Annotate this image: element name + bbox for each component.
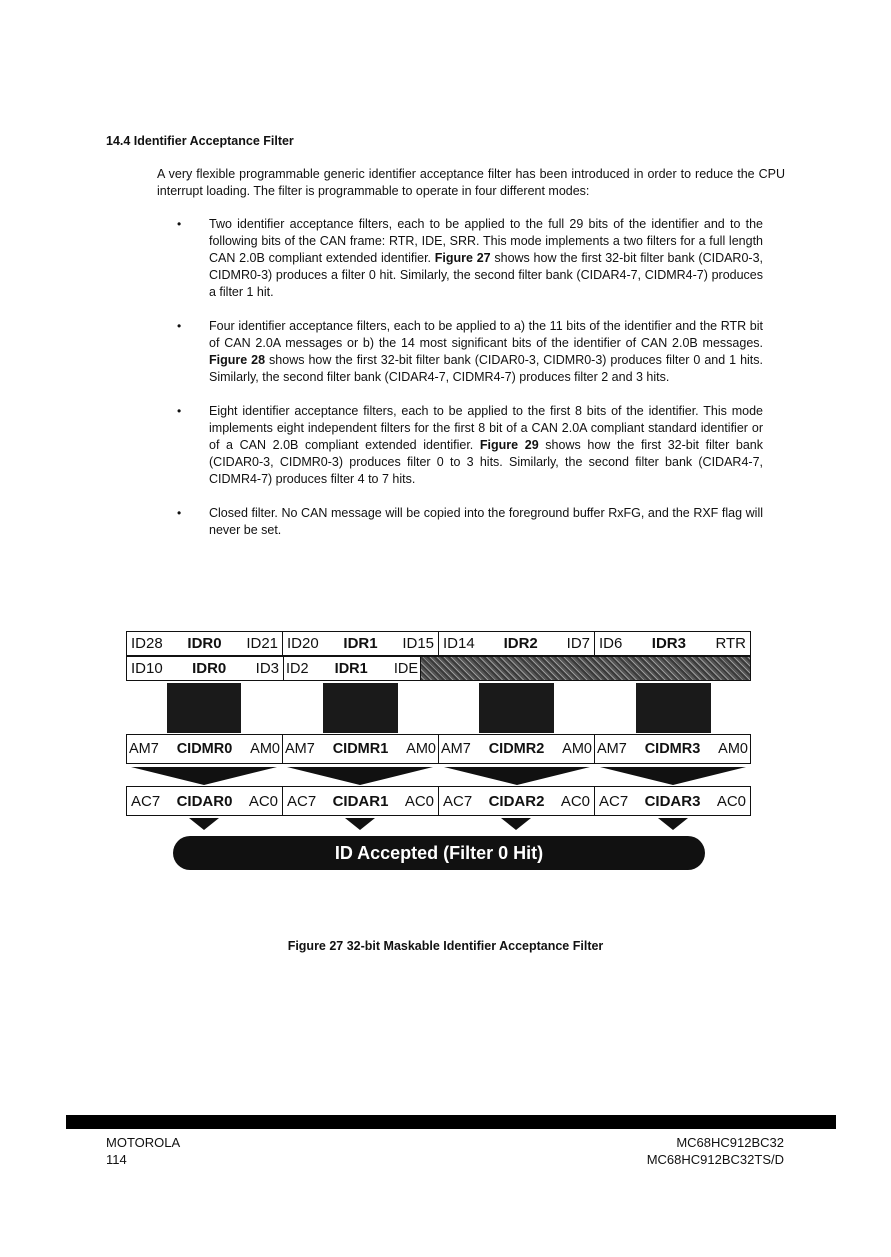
bit-label: ID14 — [443, 635, 475, 652]
bit-label: AM7 — [285, 741, 315, 757]
mask-path-bar — [323, 683, 398, 733]
register-name: IDR3 — [651, 635, 686, 652]
register-name: IDR2 — [503, 635, 538, 652]
cidar-cell — [594, 787, 750, 815]
idr-cell — [127, 657, 283, 680]
list-item — [157, 505, 763, 539]
register-name: CIDAR3 — [644, 792, 701, 810]
identifier-register-row-1 — [126, 631, 751, 656]
arrow-down-icon — [444, 767, 590, 785]
bit-label: ID6 — [599, 635, 623, 652]
mask-path-bar — [167, 683, 241, 733]
mode-list — [157, 216, 763, 556]
bit-label: ID20 — [287, 635, 319, 652]
bit-label: ID28 — [131, 635, 163, 652]
register-name: CIDAR0 — [176, 792, 233, 810]
bullet-icon: • — [177, 404, 182, 418]
bullet-text: Eight identifier acceptance filters, each to be applied to the first 8 bits of the identifier. This mode implements eight independent filters for the first 8 bit of a CAN 2.0A compliant standard identifier or of a CAN 2.0B compliant extended identifier. — [209, 404, 763, 452]
register-name: CIDMR3 — [644, 741, 701, 757]
bit-label: AC7 — [131, 792, 161, 810]
list-item — [157, 403, 763, 488]
bullet-text: Closed filter. No CAN message will be copied into the foreground buffer RxFG, and the RXF flag will never be set. — [209, 506, 763, 537]
figure-reference: Figure 29 — [479, 438, 539, 452]
result-banner — [173, 836, 705, 870]
idr-cell — [282, 632, 438, 655]
bit-label: AC7 — [287, 792, 317, 810]
list-item — [157, 216, 763, 301]
bit-label: AM7 — [129, 741, 159, 757]
cidmr-cell — [594, 735, 750, 763]
register-name: IDR0 — [192, 660, 227, 677]
idr-cell — [438, 632, 594, 655]
bit-label: ID21 — [246, 635, 278, 652]
page-number: 114 — [106, 1152, 127, 1167]
bit-label: AM7 — [441, 741, 471, 757]
bullet-icon: • — [177, 506, 182, 520]
footer-left — [106, 1134, 180, 1168]
part-number: MC68HC912BC32 — [676, 1135, 784, 1150]
bit-label: ID15 — [402, 635, 434, 652]
bit-label: AC0 — [248, 792, 278, 810]
bit-label: AC7 — [443, 792, 473, 810]
bit-label: AC0 — [560, 792, 590, 810]
bit-label: AM7 — [597, 741, 627, 757]
register-name: IDR1 — [334, 660, 368, 677]
figure-caption: Figure 27 32-bit Maskable Identifier Acceptance Filter — [287, 939, 604, 953]
register-name: CIDMR2 — [488, 741, 545, 757]
bit-label: ID10 — [131, 660, 163, 677]
document-number: MC68HC912BC32TS/D — [646, 1152, 784, 1167]
bullet-text: Four identifier acceptance filters, each to be applied to a) the 11 bits of the identifier and the RTR bit of CAN 2.0A messages or b) the 14 most significant bits of the identifier of CAN 2.0B messages. — [209, 319, 763, 350]
identifier-register-row-2 — [126, 656, 751, 681]
cidar-cell — [282, 787, 438, 815]
bullet-text: Two identifier acceptance filters, each to be applied to the full 29 bits of the identifier and to the following bits of the CAN frame: RTR, IDE, SRR. This mode implements a two filters for a full length CAN 2.0B compliant extended identifier. — [209, 217, 763, 265]
arrow-down-icon — [287, 767, 433, 785]
figure-reference: Figure 28 — [209, 353, 266, 367]
acceptance-register-row — [126, 786, 751, 816]
mask-register-row — [126, 734, 751, 764]
register-name: CIDAR1 — [332, 792, 389, 810]
bullet-icon: • — [177, 319, 182, 333]
arrow-down-icon — [345, 818, 375, 830]
bullet-icon: • — [177, 217, 182, 231]
bullet-text: shows how the first 32-bit filter bank (CIDAR0-3, CIDMR0-3) produces a filter 0 hit. Similarly, the second filter bank (CIDAR4-7, CIDMR4-7) produces a filter 1 hit. — [209, 251, 763, 299]
bit-label: AC0 — [716, 792, 746, 810]
register-name: CIDMR0 — [176, 741, 233, 757]
publisher-name: MOTOROLA — [106, 1135, 181, 1150]
idr-cell — [283, 657, 420, 680]
section-heading: 14.4 Identifier Acceptance Filter — [106, 134, 294, 148]
cidmr-cell — [127, 735, 282, 763]
arrow-down-icon — [600, 767, 746, 785]
arrow-down-icon — [658, 818, 688, 830]
bit-label: AC0 — [404, 792, 434, 810]
bit-label: AC7 — [599, 792, 629, 810]
register-name: IDR0 — [187, 635, 222, 652]
cidar-cell — [438, 787, 594, 815]
bit-label: IDE — [393, 660, 418, 677]
arrow-down-icon — [131, 767, 277, 785]
bit-label: ID7 — [566, 635, 590, 652]
unused-bits-shading — [420, 657, 750, 680]
intro-paragraph: A very flexible programmable generic identifier acceptance filter has been introduced in order to reduce the CPU interrupt loading. The filter is programmable to operate in four different modes: — [157, 167, 785, 198]
register-name: CIDMR1 — [332, 741, 389, 757]
mask-path-bar — [479, 683, 554, 733]
arrow-down-icon — [189, 818, 219, 830]
result-text: ID Accepted (Filter 0 Hit) — [334, 842, 544, 863]
bit-label: AM0 — [250, 741, 280, 757]
mask-path-bar — [636, 683, 711, 733]
bit-label: ID2 — [286, 660, 309, 677]
idr-cell — [594, 632, 750, 655]
cidar-cell — [127, 787, 282, 815]
cidmr-cell — [282, 735, 438, 763]
register-name: IDR1 — [343, 635, 378, 652]
figure-reference: Figure 27 — [434, 251, 491, 265]
bit-label: AM0 — [718, 741, 748, 757]
arrow-down-icon — [501, 818, 531, 830]
footer-right — [647, 1134, 784, 1168]
register-name: CIDAR2 — [488, 792, 545, 810]
bit-label: ID3 — [255, 660, 279, 677]
idr-cell — [127, 632, 282, 655]
cidmr-cell — [438, 735, 594, 763]
bit-label: AM0 — [562, 741, 592, 757]
footer-rule — [66, 1115, 836, 1129]
bit-label: AM0 — [406, 741, 436, 757]
bullet-text: shows how the first 32-bit filter bank (CIDAR0-3, CIDMR0-3) produces filter 0 to 3 hits. Similarly, the second filter bank (CIDAR4-7, CIDMR4-7) produces filter 4 to 7 hits. — [209, 438, 763, 486]
bit-label: RTR — [715, 635, 746, 652]
bullet-text: shows how the first 32-bit filter bank (CIDAR0-3, CIDMR0-3) produces filter 0 and 1 hits. Similarly, the second filter bank (CIDAR4-7, CIDMR4-7) produces filter 2 and 3 hits. — [209, 353, 764, 384]
list-item — [157, 318, 763, 386]
